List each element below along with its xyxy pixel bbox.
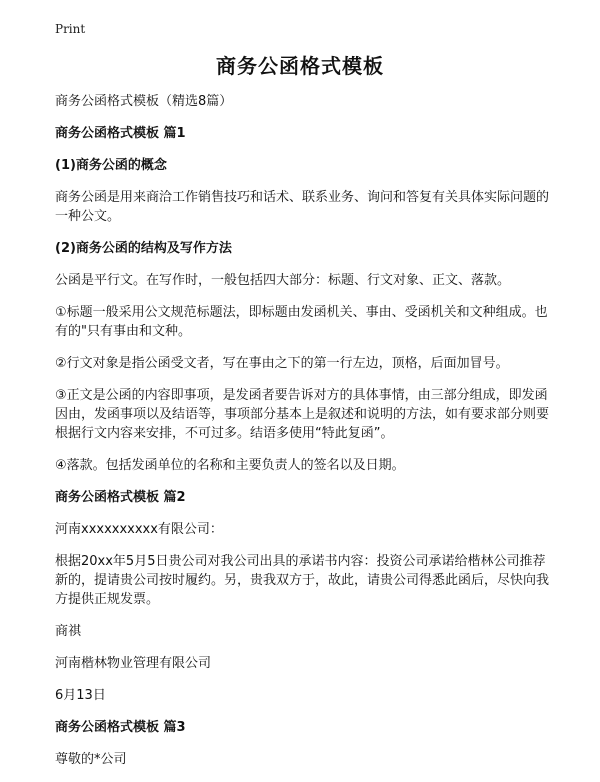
section-heading-2: 商务公函格式模板 篇2 xyxy=(55,490,186,505)
section-heading-1: 商务公函格式模板 篇1 xyxy=(55,126,186,141)
paragraph-salutation: 尊敬的*公司 xyxy=(55,752,127,767)
document-body xyxy=(55,92,555,782)
paragraph-addressee: 河南xxxxxxxxxx有限公司： xyxy=(55,522,223,537)
section-heading-3: 商务公函格式模板 篇3 xyxy=(55,720,186,735)
paragraph-structure: 公函是平行文。在写作时，一般包括四大部分：标题、行文对象、正文、落款。 xyxy=(55,273,511,288)
subheading-concept: (1)商务公函的概念 xyxy=(55,158,167,173)
paragraph-concept: 商务公函是用来商洽工作销售技巧和话术、联系业务、询问和答复有关具体实际问题的一种公文。 xyxy=(55,190,550,224)
paragraph-title-rule: ①标题一般采用公文规范标题法，即标题由发函机关、事由、受函机关和文种组成。也有的"只有事由和文种。 xyxy=(55,305,548,339)
paragraph-body-rule: ③正文是公函的内容即事项，是发函者要告诉对方的具体事情，由三部分组成，即发函因由，发函事项以及结语等，事项部分基本上是叙述和说明的方法，如有要求部分则要根据行文内容来安排，不可过多。结语多使用“特此复函”。 xyxy=(55,388,550,441)
paragraph-recipient-rule: ②行文对象是指公函受文者，写在事由之下的第一行左边，顶格，后面加冒号。 xyxy=(55,356,509,371)
subtitle-paragraph: 商务公函格式模板（精选8篇） xyxy=(55,94,233,109)
paragraph-signature-rule: ④落款。包括发函单位的名称和主要负责人的签名以及日期。 xyxy=(55,458,405,473)
document-title: 商务公函格式模板 xyxy=(216,54,384,78)
print-link[interactable]: Print xyxy=(55,22,86,36)
paragraph-sender: 河南楷林物业管理有限公司 xyxy=(55,656,212,671)
paragraph-date: 6月13日 xyxy=(55,688,106,703)
paragraph-closing: 商祺 xyxy=(55,624,82,639)
paragraph-letter-body: 根据20xx年5月5日贵公司对我公司出具的承诺书内容：投资公司承诺给楷林公司推荐新的，提请贵公司按时履约。另，贵我双方于，故此，请贵公司得悉此函后，尽快向我方提供正规发票。 xyxy=(55,554,550,607)
subheading-structure: (2)商务公函的结构及写作方法 xyxy=(55,241,232,256)
